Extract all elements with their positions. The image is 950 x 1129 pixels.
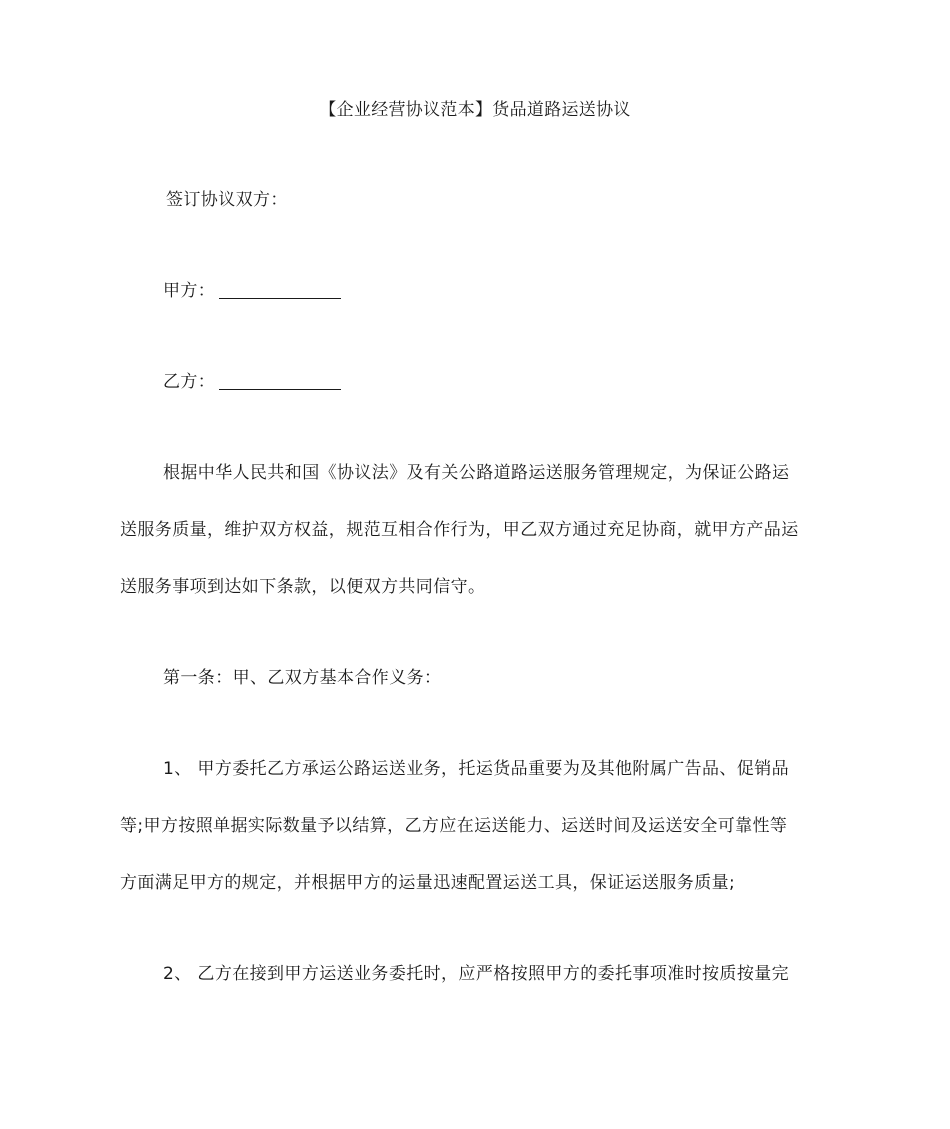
preamble-line: 送服务质量，维护双方权益，规范互相合作行为，甲乙双方通过充足协商，就甲方产品运 xyxy=(120,520,799,540)
party-a-label: 甲方： xyxy=(163,281,216,301)
party-a-line xyxy=(120,277,875,305)
party-b-line xyxy=(120,368,875,396)
preamble-line: 根据中华人民共和国《协议法》及有关公路道路运送服务管理规定，为保证公路运 xyxy=(163,463,790,483)
clause-2-line: 2、 乙方在接到甲方运送业务委托时，应严格按照甲方的委托事项准时按质按量完 xyxy=(163,964,790,984)
party-b-blank xyxy=(219,371,341,390)
clause-1-line: 1、 甲方委托乙方承运公路运送业务，托运货品重要为及其他附属广告品、促销品 xyxy=(163,759,790,779)
signing-parties-label: 签订协议双方： xyxy=(166,190,288,210)
clause-1-line: 等;甲方按照单据实际数量予以结算，乙方应在运送能力、运送时间及运送安全可靠性等 xyxy=(120,816,788,836)
article-one-heading: 第一条：甲、乙双方基本合作义务： xyxy=(163,668,442,688)
clause-1-line: 方面满足甲方的规定，并根据甲方的运量迅速配置运送工具，保证运送服务质量; xyxy=(120,873,736,893)
preamble-line: 送服务事项到达如下条款，以便双方共同信守。 xyxy=(120,577,486,597)
party-b-label: 乙方： xyxy=(163,372,216,392)
party-a-blank xyxy=(219,280,341,299)
document-title: 【企业经营协议范本】货品道路运送协议 xyxy=(319,100,631,120)
